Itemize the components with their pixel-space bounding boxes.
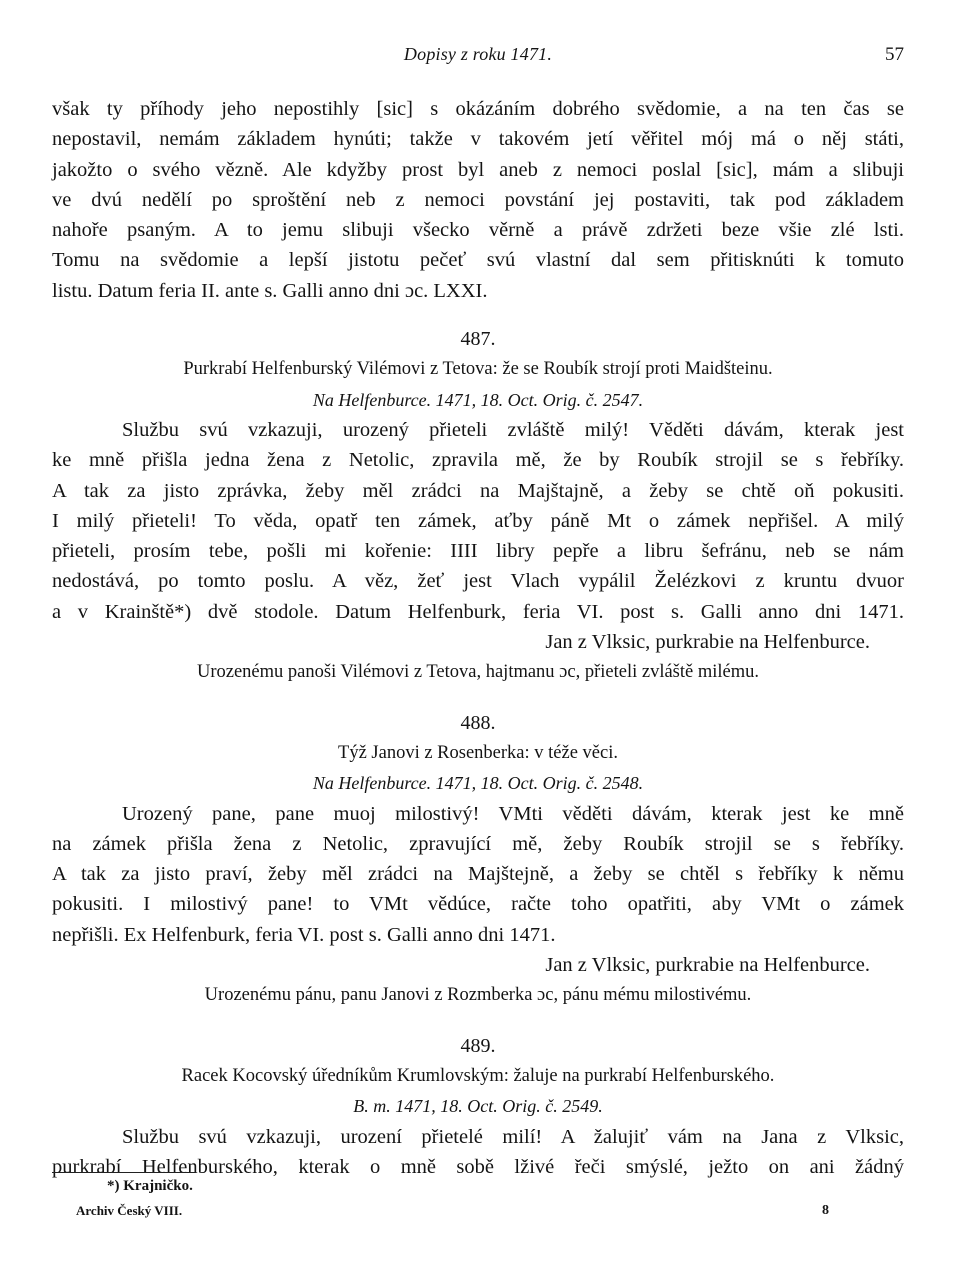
letter-address: Urozenému pánu, panu Janovi z Rozmberka ɔc, pánu mému milostivému. [204, 985, 752, 1006]
text-line: Urozený pane, pane muoj milostivý! VMti věděti dávám, kterak jest ke mně [122, 802, 904, 825]
letter-source: B. m. 1471, 18. Oct. Orig. č. 2549. [353, 1096, 603, 1117]
page-number: 57 [885, 44, 904, 65]
text-line: Službu svú vzkazuji, urozený přieteli zvláště milý! Věděti dávám, kterak jest [122, 418, 904, 441]
letter-title: Purkrabí Helfenburský Vilémovi z Tetova: že se Roubík strojí proti Maidšteinu. [183, 359, 773, 380]
letter-title: Racek Kocovský úředníkům Krumlovským: žaluje na purkrabí Helfenburského. [181, 1065, 775, 1086]
text-line: nepřišli. Ex Helfenburk, feria VI. post s. Galli anno dni 1471. [52, 923, 556, 946]
text-line: A tak za jisto praví, žeby měl zrádci na Majštejně, a žeby se chtěl s řebříky k němu [52, 863, 904, 886]
text-line: pokusiti. I milostivý pane! to VMt vědúce, račte toho opatřiti, aby VMt o zámek [52, 893, 904, 916]
letter-title: Týž Janovi z Rosenberka: v téže věci. [338, 742, 618, 763]
text-line: listu. Datum feria II. ante s. Galli anno dni ɔc. LXXI. [52, 279, 488, 302]
letter-signature: Jan z Vlksic, purkrabie na Helfenburce. [545, 954, 870, 977]
text-line: nedostává, po tomto poslu. A věz, žeť jest Vlach vypálil Želézkovi z kruntu dvuor [52, 570, 904, 593]
text-line: Tomu na svědomie a lepší jistotu pečeť svú vlastní dal sem přitisknúti k tomuto [52, 249, 904, 272]
letter-source: Na Helfenburce. 1471, 18. Oct. Orig. č. 2548. [312, 773, 644, 794]
letter-number: 489. [460, 1034, 496, 1057]
printer-signature-mark: Archiv Český VIII. [76, 1203, 183, 1218]
text-line: A tak za jisto zprávka, žeby měl zrádci na Majštajně, a žeby se chtě oň pokusiti. [52, 479, 904, 502]
text-line: ve dvú nedělí po sproštění neb z nemoci povstání jej postaviti, tak pod základem [52, 188, 904, 211]
text-line: však ty příhody jeho nepostihly [sic] s okázáním dobrého svědomie, a na ten čas se [52, 98, 904, 120]
letter-address: Urozenému panoši Vilémovi z Tetova, hajtmanu ɔc, přieteli zvláště milému. [196, 662, 760, 683]
text-line: na zámek přišla žena z Netolic, zpravující mě, žeby Roubík strojil se s řebříky. [52, 832, 904, 855]
text-line: nepostavil, nemám základem hynúti; takže v takovém jetí věřitel mój má o něj státi, [52, 128, 904, 151]
letter-source: Na Helfenburce. 1471, 18. Oct. Orig. č. 2547. [312, 389, 644, 410]
running-title: Dopisy z roku 1471. [403, 44, 553, 64]
text-line: Službu svú vzkazuji, urození přietelé milí! A žalujiť vám na Jana z Vlksic, [122, 1125, 904, 1148]
text-line: purkrabí Helfenburského, kterak o mně sobě lživé řeči smýslé, ježto on ani žádný [52, 1155, 904, 1178]
letter-number: 488. [460, 711, 496, 734]
printer-signature-number: 8 [822, 1203, 829, 1218]
text-line: jakožto o svého vězně. Ale kdyžby prost byl aneb z nemoci poslal [sic], mám a slibuji [52, 158, 904, 181]
text-line: ke mně přišla jedna žena z Netolic, zpravila mě, že by Roubík strojil se s řebříky. [52, 449, 904, 472]
text-line: nahoře psaným. A to jemu slibuji všecko věrně a právě zdržeti beze všie zlé lsti. [52, 219, 904, 242]
letter-number: 487. [460, 328, 496, 351]
letter-signature: Jan z Vlksic, purkrabie na Helfenburce. [545, 631, 870, 654]
footnote: *) Krajničko. [107, 1178, 193, 1194]
page-body [52, 94, 904, 1182]
text-line: a v Krainště*) dvě stodole. Datum Helfenburk, feria VI. post s. Galli anno dni 1471. [52, 600, 904, 623]
page-header [52, 44, 904, 70]
text-line: přieteli, prosím tebe, pošli mi kořenie: IIII libry pepře a libru šefránu, neb se nám [52, 540, 904, 563]
text-line: I milý přieteli! To věda, opatř ten zámek, aťby páně Mt o zámek nepřišel. A milý [52, 509, 904, 532]
footnote-rule [52, 1172, 196, 1173]
